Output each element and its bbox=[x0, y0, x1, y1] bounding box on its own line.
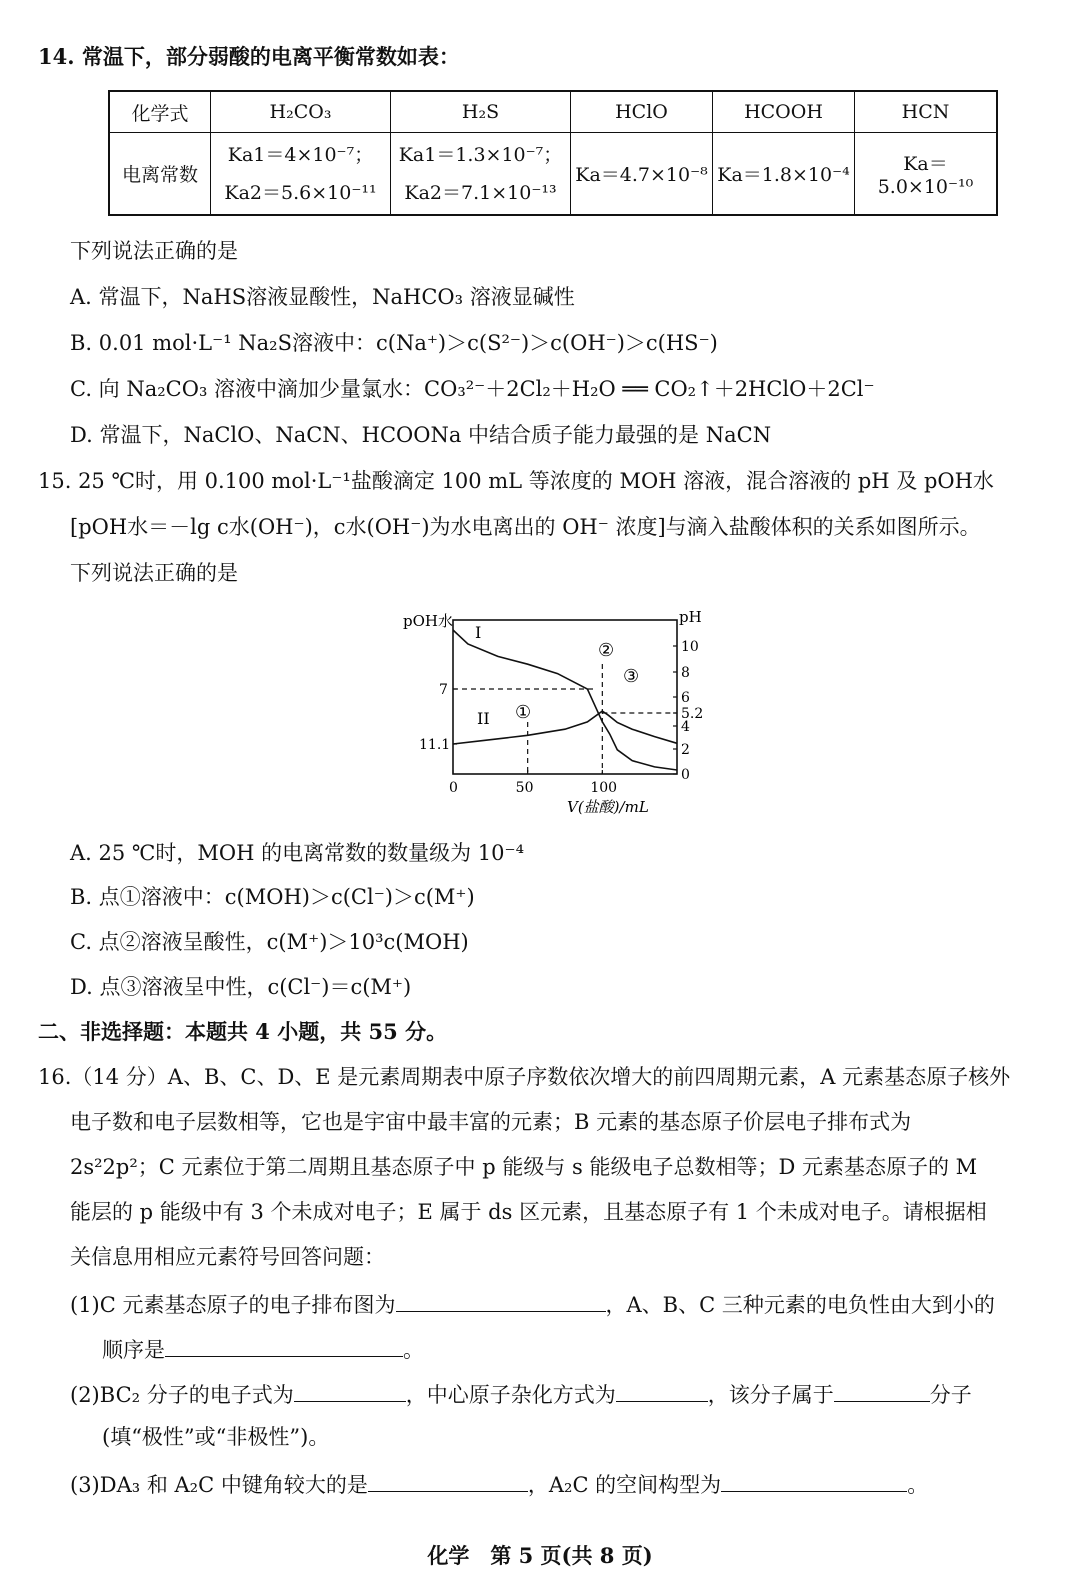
right-tick-label: 4 bbox=[681, 719, 690, 735]
q14-prompt: 下列说法正确的是 bbox=[70, 239, 238, 263]
q14-option-a: A. 常温下，NaHS溶液显酸性，NaHCO₃ 溶液显碱性 bbox=[70, 285, 575, 309]
right-tick-label: 5.2 bbox=[681, 706, 704, 722]
q15-option-d: D. 点③溶液呈中性，c(Cl⁻)＝c(M⁺) bbox=[70, 975, 412, 999]
q16-part2-text-d: 分子 bbox=[929, 1383, 972, 1407]
q16-part2-text-c: ，该分子属于 bbox=[707, 1383, 834, 1407]
table-row-label: 电离常数 bbox=[109, 133, 211, 216]
right-tick-label: 10 bbox=[681, 639, 699, 655]
table-header-formula: 化学式 bbox=[109, 91, 211, 133]
table-cell-hclo: Ka＝4.7×10⁻⁸ bbox=[571, 133, 713, 216]
h2co3-ka2: Ka2＝5.6×10⁻¹¹ bbox=[224, 181, 377, 204]
table-header-hclo: HClO bbox=[571, 91, 713, 133]
x-axis-label: V(盐酸)/mL bbox=[567, 798, 649, 816]
y-axis-right-label: pH bbox=[679, 608, 702, 626]
right-tick-label: 2 bbox=[681, 742, 690, 758]
q16-part3-text-a: (3)DA₃ 和 A₂C 中键角较大的是 bbox=[70, 1473, 368, 1497]
h2s-ka2: Ka2＝7.1×10⁻¹³ bbox=[404, 181, 557, 204]
q16-line-5: 关信息用相应元素符号回答问题： bbox=[70, 1245, 385, 1269]
curve-label-ii: II bbox=[477, 709, 490, 728]
section2-heading: 二、非选择题：本题共 4 小题，共 55 分。 bbox=[38, 1019, 448, 1044]
q16-part1-line-2 bbox=[102, 1332, 424, 1365]
left-tick-label: 11.1 bbox=[419, 737, 451, 753]
x-tick-label: 0 bbox=[449, 780, 458, 796]
q16-part1-text-a: (1)C 元素基态原子的电子排布图为 bbox=[70, 1293, 396, 1317]
table-header-hcooh: HCOOH bbox=[713, 91, 855, 133]
point-label-1: ① bbox=[515, 702, 532, 723]
q16-part1-text-c: 顺序是 bbox=[102, 1338, 165, 1362]
table-header-h2s: H₂S bbox=[391, 91, 571, 133]
q15-stem-1: 15. 25 ℃时，用 0.100 mol·L⁻¹盐酸滴定 100 mL 等浓度的 MOH 溶液，混合溶液的 pH 及 pOH水 bbox=[38, 469, 994, 493]
table-header-h2co3: H₂CO₃ bbox=[211, 91, 391, 133]
left-tick-label: 7 bbox=[439, 682, 448, 698]
point-label-3: ③ bbox=[623, 666, 640, 687]
q16-line-3: 2s²2p²；C 元素位于第二周期且基态原子中 p 能级与 s 能级电子总数相等；D 元素基态原子的 M bbox=[70, 1155, 978, 1179]
chart-frame bbox=[453, 620, 677, 774]
page-footer: 化学 第 5 页(共 8 页) bbox=[427, 1543, 653, 1568]
q14-option-b: B. 0.01 mol·L⁻¹ Na₂S溶液中：c(Na⁺)＞c(S²⁻)＞c(OH⁻)＞c(HS⁻) bbox=[70, 331, 718, 355]
table-cell-hcn: Ka＝5.0×10⁻¹⁰ bbox=[855, 133, 998, 216]
q16-part1-line bbox=[70, 1287, 995, 1320]
q14-option-d: D. 常温下，NaClO、NaCN、HCOONa 中结合质子能力最强的是 NaCN bbox=[70, 423, 772, 447]
q16-part3-text-b: ，A₂C 的空间构型为 bbox=[527, 1473, 722, 1497]
q16-part1-text-d: 。 bbox=[403, 1338, 424, 1362]
y-axis-left-label: pOH水 bbox=[403, 612, 453, 630]
q15-option-b: B. 点①溶液中：c(MOH)＞c(Cl⁻)＞c(M⁺) bbox=[70, 885, 475, 909]
chart-curves bbox=[453, 630, 677, 770]
q16-part2-text-e: (填“极性”或“非极性”)。 bbox=[102, 1425, 330, 1449]
answer-blank-5[interactable] bbox=[834, 1377, 930, 1402]
h2co3-ka1: Ka1＝4×10⁻⁷； bbox=[227, 143, 374, 166]
q16-part2-text-a: (2)BC₂ 分子的电子式为 bbox=[70, 1383, 294, 1407]
q15-option-c: C. 点②溶液呈酸性，c(M⁺)＞10³c(MOH) bbox=[70, 930, 469, 954]
q16-line-4: 能层的 p 能级中有 3 个未成对电子；E 属于 ds 区元素，且基态原子有 1 个未成对电子。请根据相 bbox=[70, 1200, 987, 1224]
q14-stem: 14. 常温下，部分弱酸的电离平衡常数如表： bbox=[38, 44, 460, 69]
q16-line-1: 16.（14 分）A、B、C、D、E 是元素周期表中原子序数依次增大的前四周期元素，A 元素基态原子核外 bbox=[38, 1065, 1011, 1089]
acid-constant-table bbox=[108, 90, 998, 216]
q16-part2-line bbox=[70, 1377, 972, 1410]
q15-stem-2: [pOH水＝－lg c水(OH⁻)，c水(OH⁻)为水电离出的 OH⁻ 浓度]与滴入盐酸体积的关系如图所示。 bbox=[70, 515, 981, 539]
table-header-row bbox=[109, 91, 997, 133]
curve-i-line bbox=[453, 630, 677, 770]
q14-option-c: C. 向 Na₂CO₃ 溶液中滴加少量氯水：CO₃²⁻＋2Cl₂＋H₂O ══ CO₂↑＋2HClO＋2Cl⁻ bbox=[70, 377, 875, 401]
q15-option-a: A. 25 ℃时，MOH 的电离常数的数量级为 10⁻⁴ bbox=[70, 841, 525, 865]
chart-ticks bbox=[419, 639, 703, 796]
answer-blank-3[interactable] bbox=[294, 1377, 406, 1402]
right-tick-label: 0 bbox=[681, 767, 690, 783]
answer-blank-1[interactable] bbox=[396, 1287, 606, 1312]
answer-blank-4[interactable] bbox=[616, 1377, 708, 1402]
q16-part2-text-b: ，中心原子杂化方式为 bbox=[405, 1383, 616, 1407]
answer-blank-2[interactable] bbox=[165, 1332, 403, 1357]
q16-part3-text-c: 。 bbox=[907, 1473, 929, 1497]
q16-part3-line bbox=[70, 1467, 928, 1500]
q16-line-2: 电子数和电子层数相等，它也是宇宙中最丰富的元素；B 元素的基态原子价层电子排布式为 bbox=[70, 1110, 912, 1134]
h2s-ka1: Ka1＝1.3×10⁻⁷； bbox=[398, 143, 563, 166]
table-cell-h2s bbox=[391, 133, 571, 216]
answer-blank-6[interactable] bbox=[368, 1467, 528, 1492]
table-header-hcn: HCN bbox=[855, 91, 998, 133]
right-tick-label: 6 bbox=[681, 690, 690, 706]
table-cell-hcooh: Ka＝1.8×10⁻⁴ bbox=[713, 133, 855, 216]
point-label-2: ② bbox=[598, 640, 615, 661]
q16-part1-text-b: ，A、B、C 三种元素的电负性由大到小的 bbox=[605, 1293, 995, 1317]
table-constant-row bbox=[109, 133, 997, 216]
q15-prompt: 下列说法正确的是 bbox=[70, 561, 238, 585]
curve-label-i: I bbox=[475, 623, 482, 642]
table-cell-h2co3 bbox=[211, 133, 391, 216]
x-tick-label: 50 bbox=[515, 780, 534, 796]
right-tick-label: 8 bbox=[681, 665, 690, 681]
x-tick-label: 100 bbox=[590, 780, 618, 796]
titration-chart bbox=[395, 602, 715, 817]
answer-blank-7[interactable] bbox=[721, 1467, 907, 1492]
